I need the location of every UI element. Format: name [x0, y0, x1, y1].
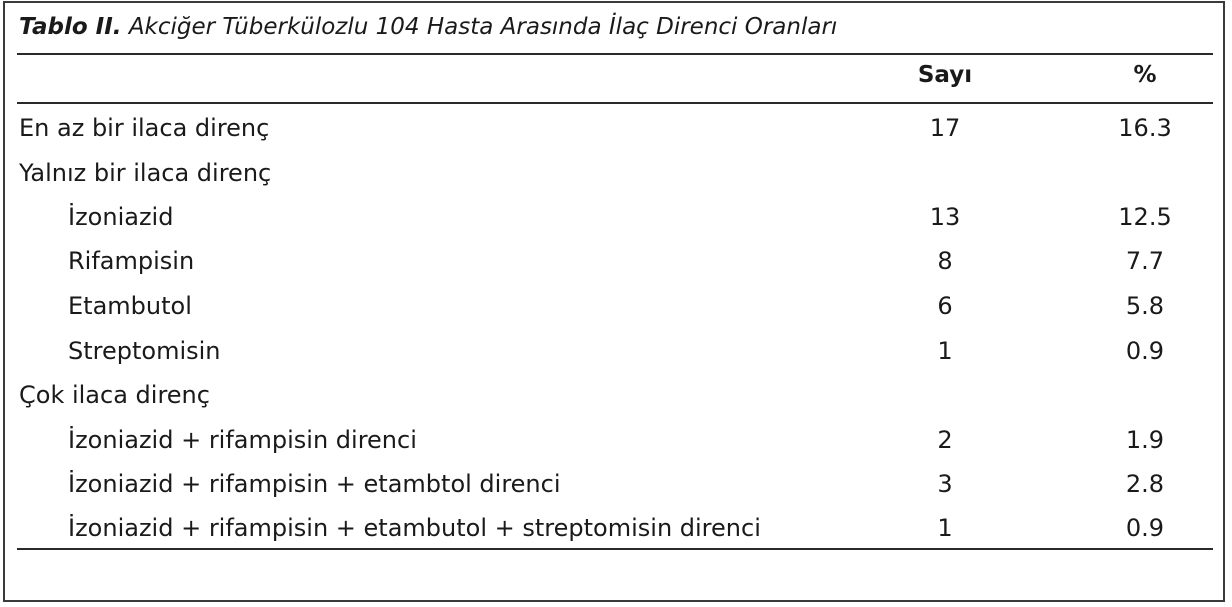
table-row	[0, 284, 1232, 328]
row-count: 6	[937, 292, 953, 320]
table-row	[0, 418, 1232, 462]
row-count: 1	[937, 514, 953, 542]
table-row	[0, 195, 1232, 239]
caption-text: Akciğer Tüberkülozlu 104 Hasta Arasında İlaç Direnci Oranları	[128, 14, 838, 40]
bottom-rule	[17, 548, 1213, 550]
table-row	[0, 373, 1232, 417]
caption-label: Tablo II.	[19, 14, 122, 40]
row-label: Etambutol	[68, 292, 192, 320]
table-row	[0, 462, 1232, 506]
row-label: Yalnız bir ilaca direnç	[19, 159, 272, 187]
row-label: Çok ilaca direnç	[19, 381, 210, 409]
row-count: 1	[937, 337, 953, 365]
row-count: 13	[929, 203, 961, 231]
row-label: Rifampisin	[68, 247, 195, 275]
row-label: Streptomisin	[68, 337, 221, 365]
row-percent: 1.9	[1125, 426, 1165, 454]
table-caption	[19, 14, 837, 40]
row-count: 2	[937, 426, 953, 454]
row-percent: 12.5	[1118, 203, 1172, 231]
row-percent: 0.9	[1125, 337, 1165, 365]
top-rule	[17, 53, 1213, 55]
table-row	[0, 239, 1232, 283]
row-percent: 0.9	[1125, 514, 1165, 542]
column-header-percent: %	[1133, 62, 1157, 88]
header-rule	[17, 102, 1213, 104]
row-count: 3	[937, 470, 953, 498]
row-label: İzoniazid	[68, 203, 174, 231]
row-percent: 7.7	[1125, 247, 1165, 275]
table-row	[0, 506, 1232, 550]
row-percent: 5.8	[1125, 292, 1165, 320]
table-row	[0, 151, 1232, 195]
row-count: 8	[937, 247, 953, 275]
column-header-count: Sayı	[917, 62, 973, 88]
row-label: İzoniazid + rifampisin + etambutol + streptomisin direnci	[68, 514, 761, 542]
row-percent: 2.8	[1125, 470, 1165, 498]
row-label: İzoniazid + rifampisin direnci	[68, 426, 417, 454]
table-row	[0, 329, 1232, 373]
row-percent: 16.3	[1118, 114, 1172, 142]
row-label: En az bir ilaca direnç	[19, 114, 270, 142]
row-label: İzoniazid + rifampisin + etambtol direnci	[68, 470, 561, 498]
table-row	[0, 106, 1232, 150]
row-count: 17	[929, 114, 961, 142]
